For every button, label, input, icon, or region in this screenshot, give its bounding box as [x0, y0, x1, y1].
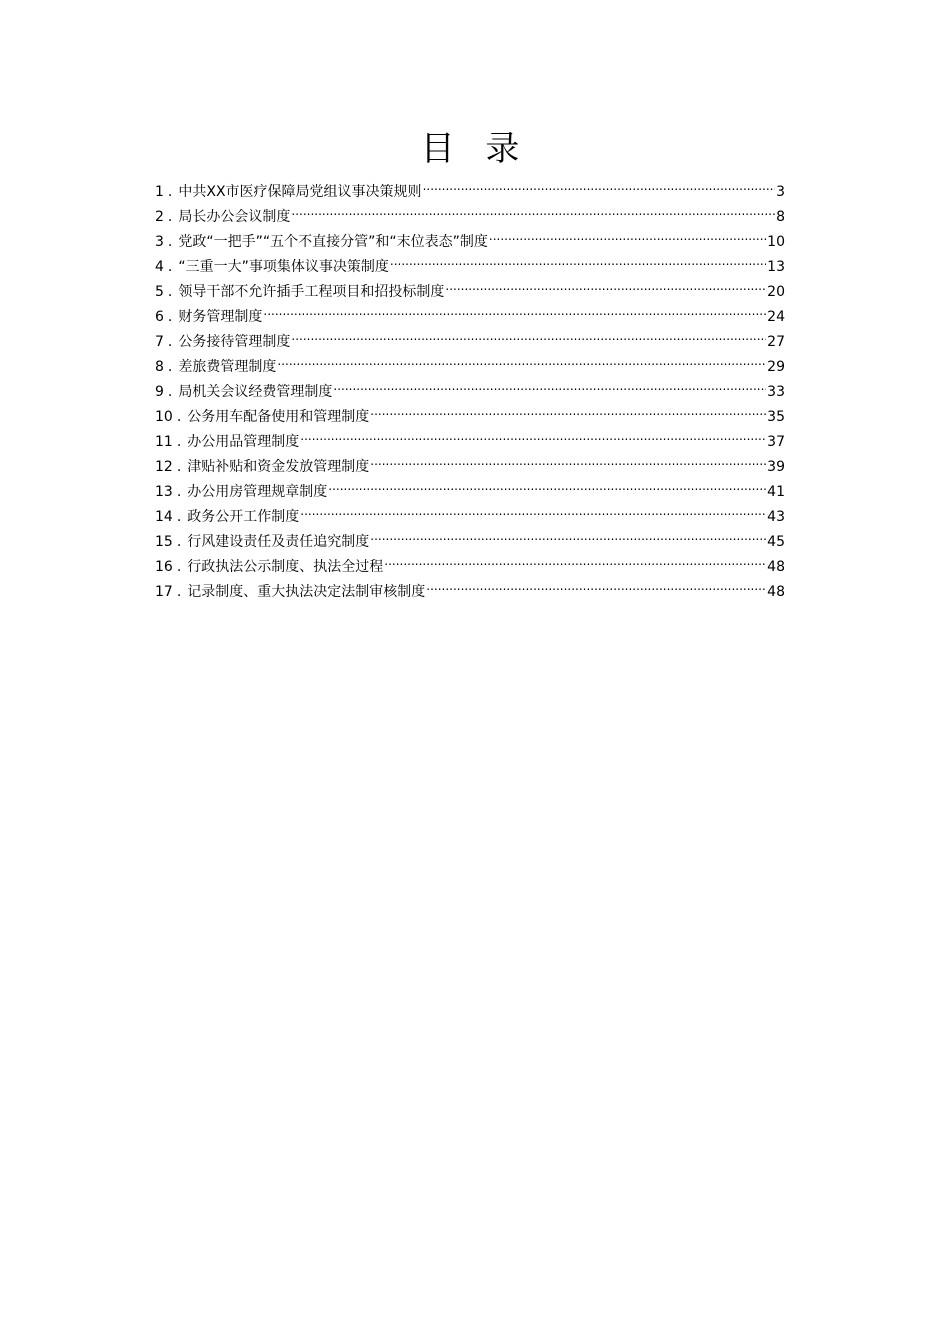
toc-dot-leader [300, 501, 766, 521]
toc-entry-page: 37 [767, 434, 785, 450]
toc-entry-separator: . [167, 234, 173, 250]
toc-entry-title: 财务管理制度 [178, 309, 263, 325]
toc-entry-page: 24 [767, 309, 785, 325]
toc-dot-leader [384, 551, 766, 571]
toc-entry-number: 3 [155, 234, 164, 250]
toc-dot-leader [370, 401, 766, 421]
toc-entry-title: 行政执法公示制度、执法全过程 [187, 559, 384, 575]
toc-entry-number: 13 [155, 484, 173, 500]
toc-entry-number: 2 [155, 209, 164, 225]
toc-entry-14[interactable] [155, 501, 785, 526]
toc-entry-separator: . [176, 534, 182, 550]
toc-entry-separator: . [176, 509, 182, 525]
toc-entry-title: 党政“一把手”“五个不直接分管”和“末位表态”制度 [178, 234, 488, 250]
toc-entry-separator: . [176, 584, 182, 600]
toc-entry-separator: . [167, 384, 173, 400]
toc-dot-leader [333, 376, 766, 396]
toc-entry-page: 43 [767, 509, 785, 525]
toc-entry-17[interactable] [155, 576, 785, 601]
toc-dot-leader [370, 451, 766, 471]
toc-entry-2[interactable] [155, 201, 785, 226]
toc-entry-9[interactable] [155, 376, 785, 401]
toc-entry-separator: . [176, 434, 182, 450]
toc-entry-separator: . [167, 359, 173, 375]
toc-entry-page: 8 [776, 209, 785, 225]
toc-entry-page: 48 [767, 584, 785, 600]
toc-entry-title: 公务接待管理制度 [178, 334, 291, 350]
toc-entry-number: 9 [155, 384, 164, 400]
toc-entry-page: 3 [776, 184, 785, 200]
toc-entry-number: 1 [155, 184, 164, 200]
toc-entry-title: 办公用房管理规章制度 [187, 484, 328, 500]
toc-entry-separator: . [167, 259, 173, 275]
toc-entry-number: 17 [155, 584, 173, 600]
toc-entry-separator: . [176, 559, 182, 575]
toc-dot-leader [263, 301, 766, 321]
toc-dot-leader [445, 276, 766, 296]
toc-entry-4[interactable] [155, 251, 785, 276]
toc-entry-title: 中共XX市医疗保障局党组议事决策规则 [178, 184, 422, 200]
toc-entry-title: 差旅费管理制度 [178, 359, 277, 375]
toc-entry-title: 办公用品管理制度 [187, 434, 300, 450]
toc-dot-leader [426, 576, 766, 596]
toc-entry-16[interactable] [155, 551, 785, 576]
toc-entry-page: 10 [767, 234, 785, 250]
toc-entry-15[interactable] [155, 526, 785, 551]
toc-entry-separator: . [167, 209, 173, 225]
toc-entry-title: 政务公开工作制度 [187, 509, 300, 525]
toc-entry-page: 39 [767, 459, 785, 475]
toc-dot-leader [291, 326, 766, 346]
toc-dot-leader [370, 526, 766, 546]
toc-dot-leader [423, 176, 776, 196]
toc-entry-6[interactable] [155, 301, 785, 326]
toc-dot-leader [291, 201, 775, 221]
toc-entry-page: 20 [767, 284, 785, 300]
toc-entry-page: 48 [767, 559, 785, 575]
toc-entry-separator: . [176, 484, 182, 500]
toc-entry-number: 14 [155, 509, 173, 525]
toc-entry-11[interactable] [155, 426, 785, 451]
toc-entry-number: 10 [155, 409, 173, 425]
toc-entry-1[interactable] [155, 176, 785, 201]
toc-entry-number: 11 [155, 434, 173, 450]
toc-dot-leader [489, 226, 766, 246]
toc-entry-7[interactable] [155, 326, 785, 351]
toc-entry-separator: . [167, 184, 173, 200]
toc-entry-title: 公务用车配备使用和管理制度 [187, 409, 370, 425]
toc-entry-page: 13 [767, 259, 785, 275]
toc-entry-separator: . [167, 309, 173, 325]
toc-entry-separator: . [176, 409, 182, 425]
toc-entry-3[interactable] [155, 226, 785, 251]
toc-entry-title: 行风建设责任及责任追究制度 [187, 534, 370, 550]
toc-entry-separator: . [176, 459, 182, 475]
toc-entry-10[interactable] [155, 401, 785, 426]
toc-entry-title: 记录制度、重大执法决定法制审核制度 [187, 584, 426, 600]
toc-dot-leader [277, 351, 766, 371]
toc-entry-number: 6 [155, 309, 164, 325]
toc-entry-separator: . [167, 284, 173, 300]
toc-entry-5[interactable] [155, 276, 785, 301]
toc-entry-title: “三重一大”事项集体议事决策制度 [178, 259, 389, 275]
toc-entry-number: 15 [155, 534, 173, 550]
toc-entry-page: 35 [767, 409, 785, 425]
toc-entry-title: 领导干部不允许插手工程项目和招投标制度 [178, 284, 445, 300]
toc-entry-page: 45 [767, 534, 785, 550]
toc-entry-separator: . [167, 334, 173, 350]
toc-entry-number: 7 [155, 334, 164, 350]
toc-dot-leader [300, 426, 766, 446]
toc-entry-number: 16 [155, 559, 173, 575]
toc-entry-number: 12 [155, 459, 173, 475]
toc-entry-page: 33 [767, 384, 785, 400]
toc-entry-number: 8 [155, 359, 164, 375]
toc-dot-leader [328, 476, 766, 496]
toc-dot-leader [390, 251, 766, 271]
toc-entry-title: 局长办公会议制度 [178, 209, 291, 225]
toc-entry-title: 局机关会议经费管理制度 [178, 384, 333, 400]
table-of-contents [155, 176, 785, 601]
toc-title: 目 录 [420, 129, 530, 169]
toc-entry-number: 4 [155, 259, 164, 275]
toc-entry-13[interactable] [155, 476, 785, 501]
toc-entry-page: 27 [767, 334, 785, 350]
toc-entry-title: 津贴补贴和资金发放管理制度 [187, 459, 370, 475]
toc-entry-page: 41 [767, 484, 785, 500]
toc-entry-12[interactable] [155, 451, 785, 476]
toc-entry-number: 5 [155, 284, 164, 300]
toc-entry-page: 29 [767, 359, 785, 375]
toc-entry-8[interactable] [155, 351, 785, 376]
